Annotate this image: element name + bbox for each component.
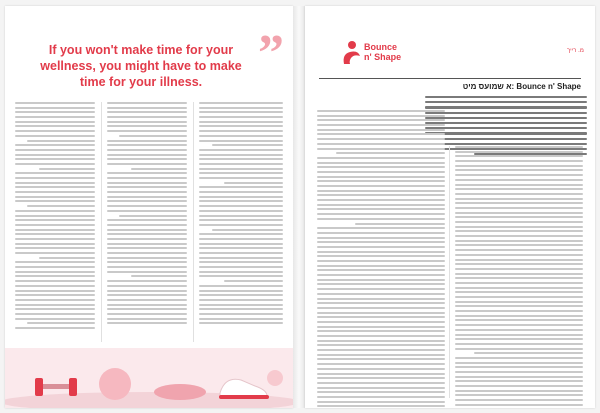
right-page: [305, 6, 595, 408]
title-rule: [319, 78, 581, 79]
article-title: א שמועס מיט: Bounce n' Shape: [462, 82, 581, 91]
column-divider: [449, 146, 450, 398]
ball-icon: [267, 370, 283, 386]
column-divider: [193, 102, 194, 342]
brand-name-line2: n' Shape: [364, 52, 402, 62]
left-page: [5, 6, 293, 408]
bounce-logo-icon: [340, 40, 362, 66]
article-column-right: [455, 146, 583, 408]
column-divider: [101, 102, 102, 342]
article-column-left: [317, 110, 445, 408]
exercise-ball-icon: [99, 368, 131, 400]
pull-quote-headline: If you won't make time for your wellness, you might have to make time for your illness.: [40, 43, 242, 89]
brand-name: [364, 42, 430, 62]
quote-mark-icon: ”: [258, 25, 284, 82]
author-credit: מ. רייך: [567, 48, 584, 54]
page-gutter: [293, 6, 305, 408]
text-column-3: [15, 102, 95, 332]
brand-name-line1: Bounce: [364, 42, 398, 52]
text-column-2: [107, 102, 187, 327]
mat-roll-icon: [154, 384, 206, 400]
text-column-1: [199, 102, 283, 327]
fitness-equipment-illustration: [5, 348, 293, 408]
brand-logo: [340, 38, 430, 68]
